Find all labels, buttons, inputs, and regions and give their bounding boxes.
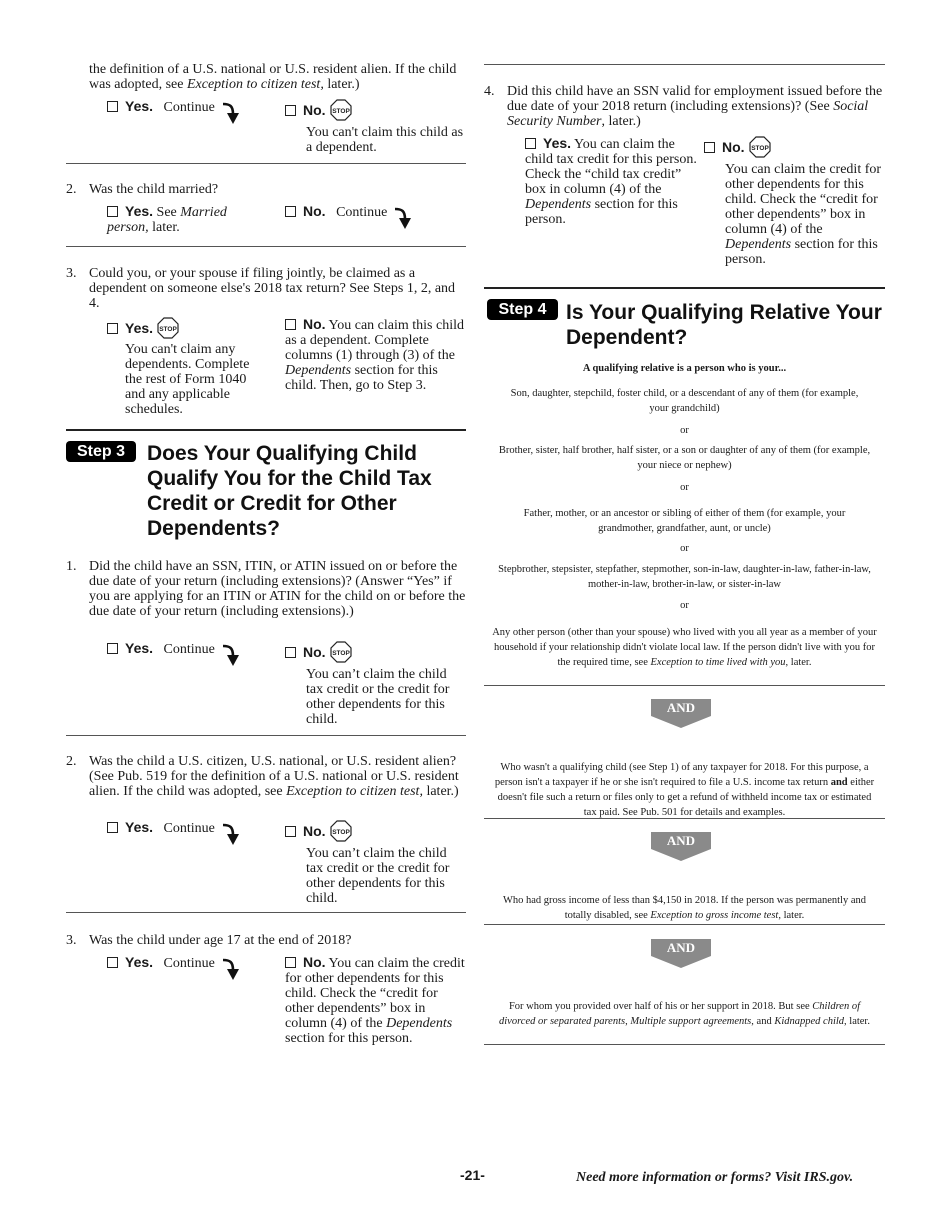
- stop-sign-icon: [330, 99, 352, 121]
- question-claimed-as-dependent: 3. Could you, or your spouse if filing jointly, be claimed as a dependent on someone else's 2018 tax return? See Steps 1, 2, and 4. Yes. You can't claim any dependents. Complete the rest of Form 1040 and any applicable schedules. No. You can claim this child as a dependent. Complete columns (1) through (3) of the Dependents section for this child. Then, go to Step 3.: [66, 266, 464, 417]
- and-arrow-1: AND: [651, 699, 711, 728]
- divider: [66, 246, 466, 247]
- qualifying-relative-lead: A qualifying relative is a person who is your...: [582, 363, 787, 374]
- yes-option[interactable]: Yes. See Married person, later.: [107, 203, 227, 235]
- no-checkbox[interactable]: [285, 957, 296, 968]
- relative-group-5: Any other person (other than your spouse) who lived with you all year as a member of your household if your relationship didn't violate local law. If the person didn't live with you for the required time, see Exception to time lived with you, later.: [492, 627, 877, 668]
- no-checkbox[interactable]: [285, 319, 296, 330]
- step-3-heading: Does Your Qualifying Child Qualify You for the Child Tax Credit or Credit for Other Dependents?: [147, 442, 432, 540]
- stop-sign-icon: [157, 317, 179, 339]
- yes-checkbox[interactable]: [107, 101, 118, 112]
- curved-arrow-down-icon: [221, 957, 241, 981]
- yes-checkbox[interactable]: [107, 206, 118, 217]
- condition-gross-income: Who had gross income of less than $4,150 in 2018. If the person was permanently and totally disabled, see Exception to gross income test, later.: [502, 895, 867, 921]
- no-option[interactable]: No. You can claim the credit for other dependents for this child. Check the “credit for other dependents” box in column (4) of the Dependents section for this person.: [704, 136, 885, 267]
- or-separator: or: [680, 600, 689, 611]
- yes-option[interactable]: Yes. You can claim the child tax credit for this person. Check the “child tax credit” box in column (4) of the Dependents section for this person.: [525, 135, 697, 227]
- divider: [484, 924, 885, 925]
- or-separator: or: [680, 543, 689, 554]
- no-checkbox[interactable]: [285, 105, 296, 116]
- page-number: -21-: [460, 1167, 485, 1183]
- or-separator: or: [680, 425, 689, 436]
- yes-checkbox[interactable]: [525, 138, 536, 149]
- yes-option[interactable]: Yes. Continue: [107, 99, 241, 125]
- no-option[interactable]: No. You can’t claim the child tax credit or the credit for other dependents for this child.: [285, 820, 466, 906]
- no-option[interactable]: No. You can't claim this child as a dependent.: [285, 99, 466, 155]
- or-separator: or: [680, 482, 689, 493]
- section-divider: [66, 429, 466, 431]
- relative-group-1: Son, daughter, stepchild, foster child, or a descendant of any of them (for example, your grandchild): [510, 388, 859, 414]
- no-text: You can claim the credit for other dependents for this child. Check the “credit for other dependents” box in column (4) of the Dependents section for this person.: [725, 162, 882, 267]
- condition-not-qualifying-child: Who wasn't a qualifying child (see Step 1) of any taxpayer for 2018. For this purpose, a person isn't a taxpayer if he or she isn't required to file a U.S. income tax return and either doesn't file such a return or files only to get a refund of withheld income tax or estimated tax paid. See Pub. 501 for details and examples.: [494, 762, 875, 818]
- yes-option[interactable]: Yes. Continue: [107, 820, 241, 846]
- divider: [484, 685, 885, 686]
- question-continuation: [66, 62, 466, 155]
- down-arrow-icon: [651, 716, 711, 728]
- divider: [484, 64, 885, 65]
- question-ssn-valid-employment: 4. Did this child have an SSN valid for employment issued before the due date of your 2018 return (including extensions)? (See Social Security Number, later.) Yes. You can claim the child tax credit for this person. Check the “child tax credit” box in column (4) of the Dependents section for this person. No. You can claim the credit for other dependents for this child. Check the “credit for other dependents” box in column (4) of the Dependents section for this person.: [484, 84, 885, 129]
- question-under-17: 3. Was the child under age 17 at the end of 2018? Yes. Continue No. You can claim the credit for other dependents for this child. Check the “credit for other dependents” box in column (4) of the Dependents section for this person.: [66, 933, 465, 1046]
- yes-option[interactable]: Yes. Continue: [107, 955, 241, 981]
- yes-checkbox[interactable]: [107, 643, 118, 654]
- yes-option[interactable]: Yes. You can't claim any dependents. Complete the rest of Form 1040 and any applicable schedules.: [107, 317, 257, 417]
- relative-group-2: Brother, sister, half brother, half sister, or a son or daughter of any of them (for example, your niece or nephew): [498, 445, 871, 471]
- divider: [484, 1044, 885, 1045]
- yes-checkbox[interactable]: [107, 323, 118, 334]
- relative-group-4: Stepbrother, stepsister, stepfather, stepmother, son-in-law, daughter-in-law, father-in-law, mother-in-law, brother-in-law, or sister-in-law: [498, 564, 871, 590]
- no-option[interactable]: No. You can’t claim the child tax credit or the credit for other dependents for this child.: [285, 641, 466, 727]
- no-option[interactable]: No. You can claim this child as a dependent. Complete columns (1) through (3) of the Dependents section for this child. Then, go to Step 3.: [285, 316, 464, 393]
- question-text: the definition of a U.S. national or U.S. resident alien. If the child was adopted, see Exception to citizen test, later.): [89, 62, 457, 92]
- curved-arrow-down-icon: [221, 643, 241, 667]
- yes-checkbox[interactable]: [107, 957, 118, 968]
- no-checkbox[interactable]: [704, 142, 715, 153]
- question-married: 2. Was the child married? Yes. See Married person, later. No. Continue: [66, 182, 466, 197]
- curved-arrow-down-icon: [393, 206, 413, 230]
- step-4-heading: Is Your Qualifying Relative Your Dependent?: [566, 301, 882, 349]
- yes-option[interactable]: Yes. Continue: [107, 641, 241, 667]
- stop-sign-icon: [330, 641, 352, 663]
- down-arrow-icon: [651, 956, 711, 968]
- step-4-tag: Step 4: [487, 299, 558, 320]
- stop-sign-icon: [749, 136, 771, 158]
- and-arrow-3: AND: [651, 939, 711, 968]
- stop-sign-icon: [330, 820, 352, 842]
- section-divider: [484, 287, 885, 289]
- relative-group-3: Father, mother, or an ancestor or sibling of either of them (for example, your grandmother, grandfather, aunt, or uncle): [523, 508, 846, 534]
- divider: [66, 163, 466, 164]
- and-arrow-2: AND: [651, 832, 711, 861]
- yes-checkbox[interactable]: [107, 822, 118, 833]
- divider: [66, 912, 466, 913]
- no-option[interactable]: No. Continue: [285, 204, 413, 230]
- question-text: Was the child a U.S. citizen, U.S. national, or U.S. resident alien? (See Pub. 519 for the definition of a U.S. national or U.S. resident alien. If the child was adopted, see Exception to citizen test, later.): [89, 754, 459, 799]
- footer-note: Need more information or forms? Visit IRS.gov.: [576, 1170, 854, 1185]
- divider: [484, 818, 885, 819]
- question-ssn-itin-atin: 1. Did the child have an SSN, ITIN, or ATIN issued on or before the due date of your return (including extensions)? (Answer “Yes” if you are applying for an ITIN or ATIN for the child on or before the due date of your return (including extensions).) Yes. Continue No. You can’t claim the child tax credit or the credit for other dependents for this child.: [66, 559, 466, 727]
- no-checkbox[interactable]: [285, 826, 296, 837]
- no-checkbox[interactable]: [285, 206, 296, 217]
- no-option[interactable]: No. You can claim the credit for other dependents for this child. Check the “credit for other dependents” box in column (4) of the Dependents section for this person.: [285, 954, 465, 1046]
- step-3-tag: Step 3: [66, 441, 136, 462]
- down-arrow-icon: [651, 849, 711, 861]
- no-checkbox[interactable]: [285, 647, 296, 658]
- curved-arrow-down-icon: [221, 822, 241, 846]
- condition-support: For whom you provided over half of his or her support in 2018. But see Children of divorced or separated parents, Multiple support agreements, and Kidnapped child, later.: [499, 1001, 870, 1027]
- question-text: Did this child have an SSN valid for employment issued before the due date of your 2018 return (including extensions)? (See Social Security Number, later.): [507, 84, 883, 129]
- question-citizenship: 2. Was the child a U.S. citizen, U.S. national, or U.S. resident alien? (See Pub. 519 for the definition of a U.S. national or U.S. resident alien. If the child was adopted, see Exception to citizen test, later.) Yes. Continue No. You can’t claim the child tax credit or the credit for other dependents for this child.: [66, 754, 466, 799]
- divider: [66, 735, 466, 736]
- curved-arrow-down-icon: [221, 101, 241, 125]
